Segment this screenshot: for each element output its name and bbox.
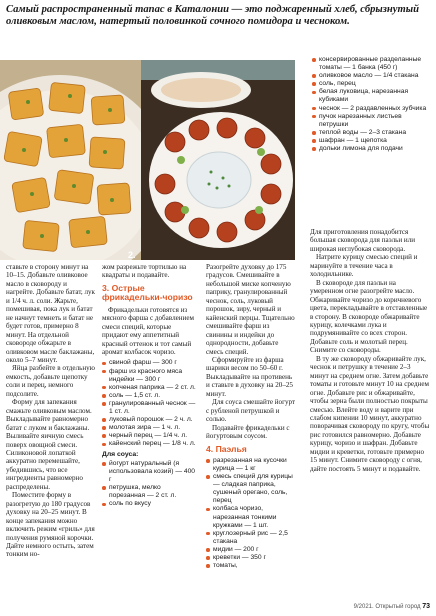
page-number: 73 — [422, 603, 430, 610]
paragraph: Для приготовления понадобится большая сковорода для паэльи или широкая неглубокая сковорода. — [310, 228, 416, 253]
ingredient-item: белая луковица, нарезанная кубиками — [312, 88, 430, 104]
ingredient-item: соль по вкусу — [102, 500, 196, 508]
section-4-title — [206, 445, 296, 454]
column-1 — [6, 263, 96, 559]
paragraph: Для соуса смешайте йогурт с рубленой петрушкой и солью. — [206, 398, 296, 424]
page-footer — [354, 603, 430, 610]
column-2 — [102, 263, 196, 508]
tortilla-photo — [0, 60, 141, 260]
ingredient-item: соль, перец — [312, 80, 430, 88]
ingredient-item: мидии — 200 г — [206, 546, 296, 554]
paragraph: жом разрежьте тортилью на квадраты и подавайте. — [102, 263, 187, 280]
ingredient-item: шафран — 1 щепотка — [312, 137, 430, 145]
ingredient-item: теплой воды — 2–3 стакана — [312, 129, 430, 137]
intro-lead: Самый распространенный тапас в Каталонии — это поджаренный хлеб, сбрызнутый оливковым маслом, натертый половинкой сочного помидора и чесноком. — [6, 4, 419, 28]
column-4 — [310, 228, 430, 473]
ingredient-item: разрезанная на кусочки курица — 1 кг — [206, 457, 296, 473]
ingredient-item: смесь специй для курицы — сладкая паприка, сушеный орегано, соль, перец — [206, 473, 296, 505]
ingredient-item: луковый порошок — 2 ч. л. — [102, 416, 196, 424]
paragraph: Подавайте фрикадельки с йогуртовым соусом. — [206, 423, 290, 441]
ingredient-item: пучок нарезанных листьев петрушки — [312, 113, 430, 129]
ingredient-item: дольки лимона для подачи — [312, 145, 430, 153]
section-title-text: Острые фрикадельки-чоризо — [102, 282, 193, 303]
ingredient-item: чеснок — 2 раздавленных зубчика — [312, 105, 430, 113]
paragraph: Натрите курицу смесью специй и маринуйте в течение часа в холодильнике. — [310, 253, 418, 279]
ingredient-item: йогурт натуральный (я использовала козий) — 400 г — [102, 460, 196, 484]
ingredient-item: черный перец — 1/4 ч. л. — [102, 432, 196, 440]
ingredient-item: креветки — 350 г — [206, 554, 296, 562]
ingredient-item: консервированные разделанные томаты — 1 банка (450 г) — [312, 56, 430, 72]
paragraph: Форму для запекания смажьте оливковым маслом. Выкладывайте равномерно батат с луком и баклажаны. Выливайте яичную смесь поверх овощной смеси. Силиконовой лопаткой аккуратно перемешайте, убедившись, что все ингредиенты равномерно распределены. — [6, 398, 92, 491]
photo-number-label: 2. — [128, 250, 136, 260]
ingredient-item: колбаса чоризо, нарезанная тонкими кружками — 1 шт. — [206, 505, 296, 529]
ingredient-item: кайенский перец — 1/8 ч. л. — [102, 440, 196, 448]
ingredient-item: круглозерный рис — 2,5 стакана — [206, 530, 296, 546]
ingredient-item: гранулированный чеснок — 1 ст. л. — [102, 400, 196, 416]
paragraph: Поместите форму в разогретую до 180 градусов духовку на 20–25 минут. В конце запекания можно включить режим «гриль» для получения румяной корочки. Дайте немного остыть, затем тонким но- — [6, 491, 95, 559]
tortilla-illustration — [0, 60, 141, 260]
meatballs-illustration — [141, 60, 295, 260]
paella-ingredient-list — [206, 457, 296, 570]
ingredient-item: оливковое масло — 1/4 стакана — [312, 72, 430, 80]
meatballs-photo — [141, 60, 295, 260]
column-3 — [206, 263, 296, 570]
section-number: 3. — [102, 282, 110, 293]
meatball-ingredient-list — [102, 359, 196, 448]
paragraph: Сформируйте из фарша шарики весом по 50–60 г. Выкладывайте на противень и ставьте в духовку на 20–25 минут. — [206, 355, 293, 398]
section-3-title — [102, 284, 196, 303]
ingredient-item: фарш из красного мяса индейки — 300 г — [102, 368, 196, 384]
ingredient-item: томаты, — [206, 562, 296, 570]
section-title-text: Паэлья — [215, 443, 247, 454]
paragraph: В ту же сковороду обжаривайте лук, чеснок и петрушку в течение 2–3 минут на среднем огне. Затем добавьте томаты и готовьте минут 10 на среднем огне. Добавьте рис и обжаривайте, чтобы зерна были полностью покрыты смесью. Влейте воду и варите при слабом кипении 10 минут, аккуратно поворачивая сковороду по кругу, чтобы рис готовился равномерно. Добавьте курицу, чоризо и шафран. Добавьте мидии и креветки, готовьте примерно 15 минут. Снимите сковороду с огня, дайте постоять 5 минут и подавайте. — [310, 354, 430, 473]
sauce-label: Для соуса: — [102, 451, 139, 459]
ingredient-item: копченая паприка — 2 ст. л. — [102, 384, 196, 392]
ingredient-item: молотая зира — 1 ч. л. — [102, 424, 196, 432]
issue-label: 9/2021. Открытый город — [353, 604, 421, 610]
ingredient-item: свиной фарш — 300 г — [102, 359, 196, 367]
section-number: 4. — [206, 443, 214, 454]
paragraph: Яйца разбейте в отдельную емкость, добавьте щепотку соли и перец, немного подсолите. — [6, 364, 95, 398]
top-ingredients — [312, 56, 430, 153]
paragraph: Фрикадельки готовятся из мясного фарша с добавлением смеси специй, которые придают ему аппетитный красный оттенок и тот самый аромат колбасок чоризо. — [102, 305, 194, 356]
sauce-ingredient-list — [102, 460, 196, 509]
ingredient-item: соль — 1,5 ст. л. — [102, 392, 196, 400]
paragraph: ставьте в сторону минут на 10–15. Добавьте оливковое масло в сковороду и нагрейте. Добавьте батат, лук и 1/4 ч. л. соли. Жарьте, помешивая, пока лук и батат не начнут темнеть и батат не будет готов, примерно 8 минут. На отдельной сковороде обжарьте в оливковом масле баклажаны, около 5–7 минут. — [6, 263, 95, 364]
ingredient-item: петрушка, мелко порезанная — 2 ст. л. — [102, 484, 196, 500]
paragraph: В сковороде для паэльи на умеренном огне разогрейте масло. Обжаривайте чоризо до коричневого цвета, перекладывайте в отставленные в сторону. В сковороде обжаривайте курицу, колечками лука и подрумянивайте со всех сторон. Добавьте соль и молотый перец. Снимите со сковороды. — [310, 278, 428, 355]
paragraph: Разогрейте духовку до 175 градусов. Смешивайте в небольшой миске копченую паприку, гранулированный чеснок, соль, луковый порошок, зиру, черный и кайенский перцы. Тщательно смешивайте фарш из свинины и индейки до однородности, добавьте смесь специй. — [206, 263, 295, 356]
top-ingredient-list — [312, 56, 430, 153]
